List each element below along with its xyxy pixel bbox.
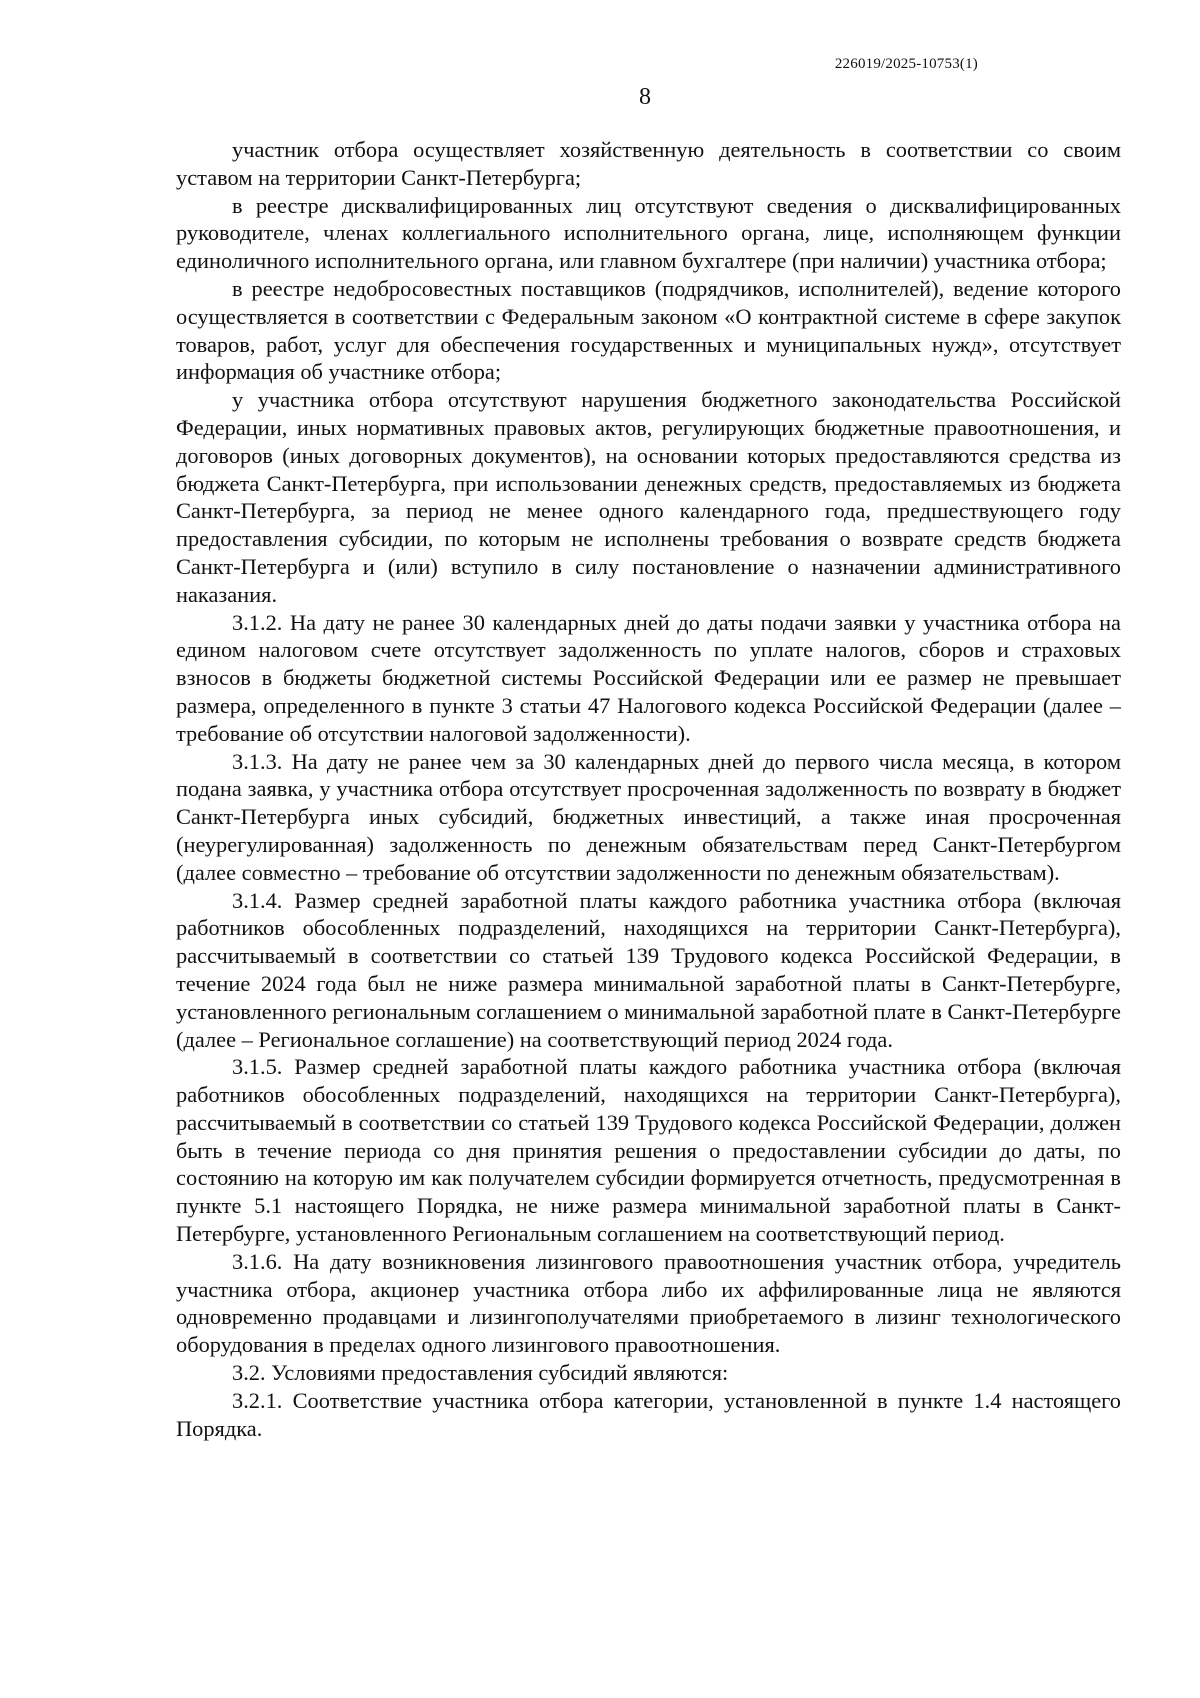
document-number: 226019/2025-10753(1) <box>834 56 978 72</box>
paragraph: 3.1.4. Размер средней заработной платы каждого работника участника отбора (включая работников обособленных подразделений, находящихся на территории Санкт-Петербурга), рассчитываемый в соответствии со статьей 139 Трудового кодекса Российской Федерации, в течение 2024 года был не ниже размера минимальной заработной платы в Санкт-Петербурге, установленного региональным соглашением о минимальной заработной плате в Санкт-Петербурге (далее – Региональное соглашение) на соответствующий период 2024 года. <box>176 887 1121 1052</box>
paragraph: участник отбора осуществляет хозяйственную деятельность в соответствии со своим уставом на территории Санкт-Петербурга; <box>176 137 1121 190</box>
paragraph: в реестре дисквалифицированных лиц отсутствуют сведения о дисквалифицированных руководителе, членах коллегиального исполнительного органа, лице, исполняющем функции единоличного исполнительного органа, или главном бухгалтере (при наличии) участника отбора; <box>176 192 1121 274</box>
paragraph: 3.2.1. Соответствие участника отбора категории, установленной в пункте 1.4 настоящего Порядка. <box>176 1387 1121 1441</box>
page-number: 8 <box>639 84 651 110</box>
paragraph: 3.2. Условиями предоставления субсидий являются: <box>232 1360 729 1386</box>
paragraph: 3.1.5. Размер средней заработной платы каждого работника участника отбора (включая работников обособленных подразделений, находящихся на территории Санкт-Петербурга), рассчитываемый в соответствии со статьей 139 Трудового кодекса Российской Федерации, должен быть в течение периода со дня принятия решения о предоставлении субсидии до даты, по состоянию на которую им как получателем субсидии формируется отчетность, предусмотренная в пункте 5.1 настоящего Порядка, не ниже размера минимальной заработной платы в Санкт-Петербурге, установленного Региональным соглашением на соответствующий период. <box>176 1054 1121 1247</box>
paragraph: 3.1.3. На дату не ранее чем за 30 календарных дней до первого числа месяца, в котором подана заявка, у участника отбора отсутствует просроченная задолженность по возврату в бюджет Санкт-Петербурга иных субсидий, бюджетных инвестиций, а также иная просроченная (неурегулированная) задолженность по денежным обязательствам перед Санкт-Петербургом (далее совместно – требование об отсутствии задолженности по денежным обязательствам). <box>176 748 1121 885</box>
paragraph: 3.1.6. На дату возникновения лизингового правоотношения участник отбора, учредитель участника отбора, акционер участника отбора либо их аффилированные лица не являются одновременно продавцами и лизингополучателями приобретаемого в лизинг технологического оборудования в пределах одного лизингового правоотношения. <box>176 1248 1121 1358</box>
paragraph: 3.1.2. На дату не ранее 30 календарных дней до даты подачи заявки у участника отбора на едином налоговом счете отсутствует задолженность по уплате налогов, сборов и страховых взносов в бюджеты бюджетной системы Российской Федерации или ее размер не превышает размера, определенного в пункте 3 статьи 47 Налогового кодекса Российской Федерации (далее – требование об отсутствии налоговой задолженности). <box>176 609 1121 746</box>
paragraph: в реестре недобросовестных поставщиков (подрядчиков, исполнителей), ведение которого осуществляется в соответствии с Федеральным законом «О контрактной системе в сфере закупок товаров, работ, услуг для обеспечения государственных и муниципальных нужд», отсутствует информация об участнике отбора; <box>176 275 1121 385</box>
paragraph: у участника отбора отсутствуют нарушения бюджетного законодательства Российской Федерации, иных нормативных правовых актов, регулирующих бюджетные правоотношения, и договоров (иных договорных документов), на основании которых предоставляются средства из бюджета Санкт-Петербурга, при использовании денежных средств, предоставляемых из бюджета Санкт-Петербурга, за период не менее одного календарного года, предшествующего году предоставления субсидии, по которым не исполнены требования о возврате средств бюджета Санкт-Петербурга и (или) вступило в силу постановление о назначении административного наказания. <box>176 387 1121 607</box>
document-body <box>176 136 1121 1442</box>
